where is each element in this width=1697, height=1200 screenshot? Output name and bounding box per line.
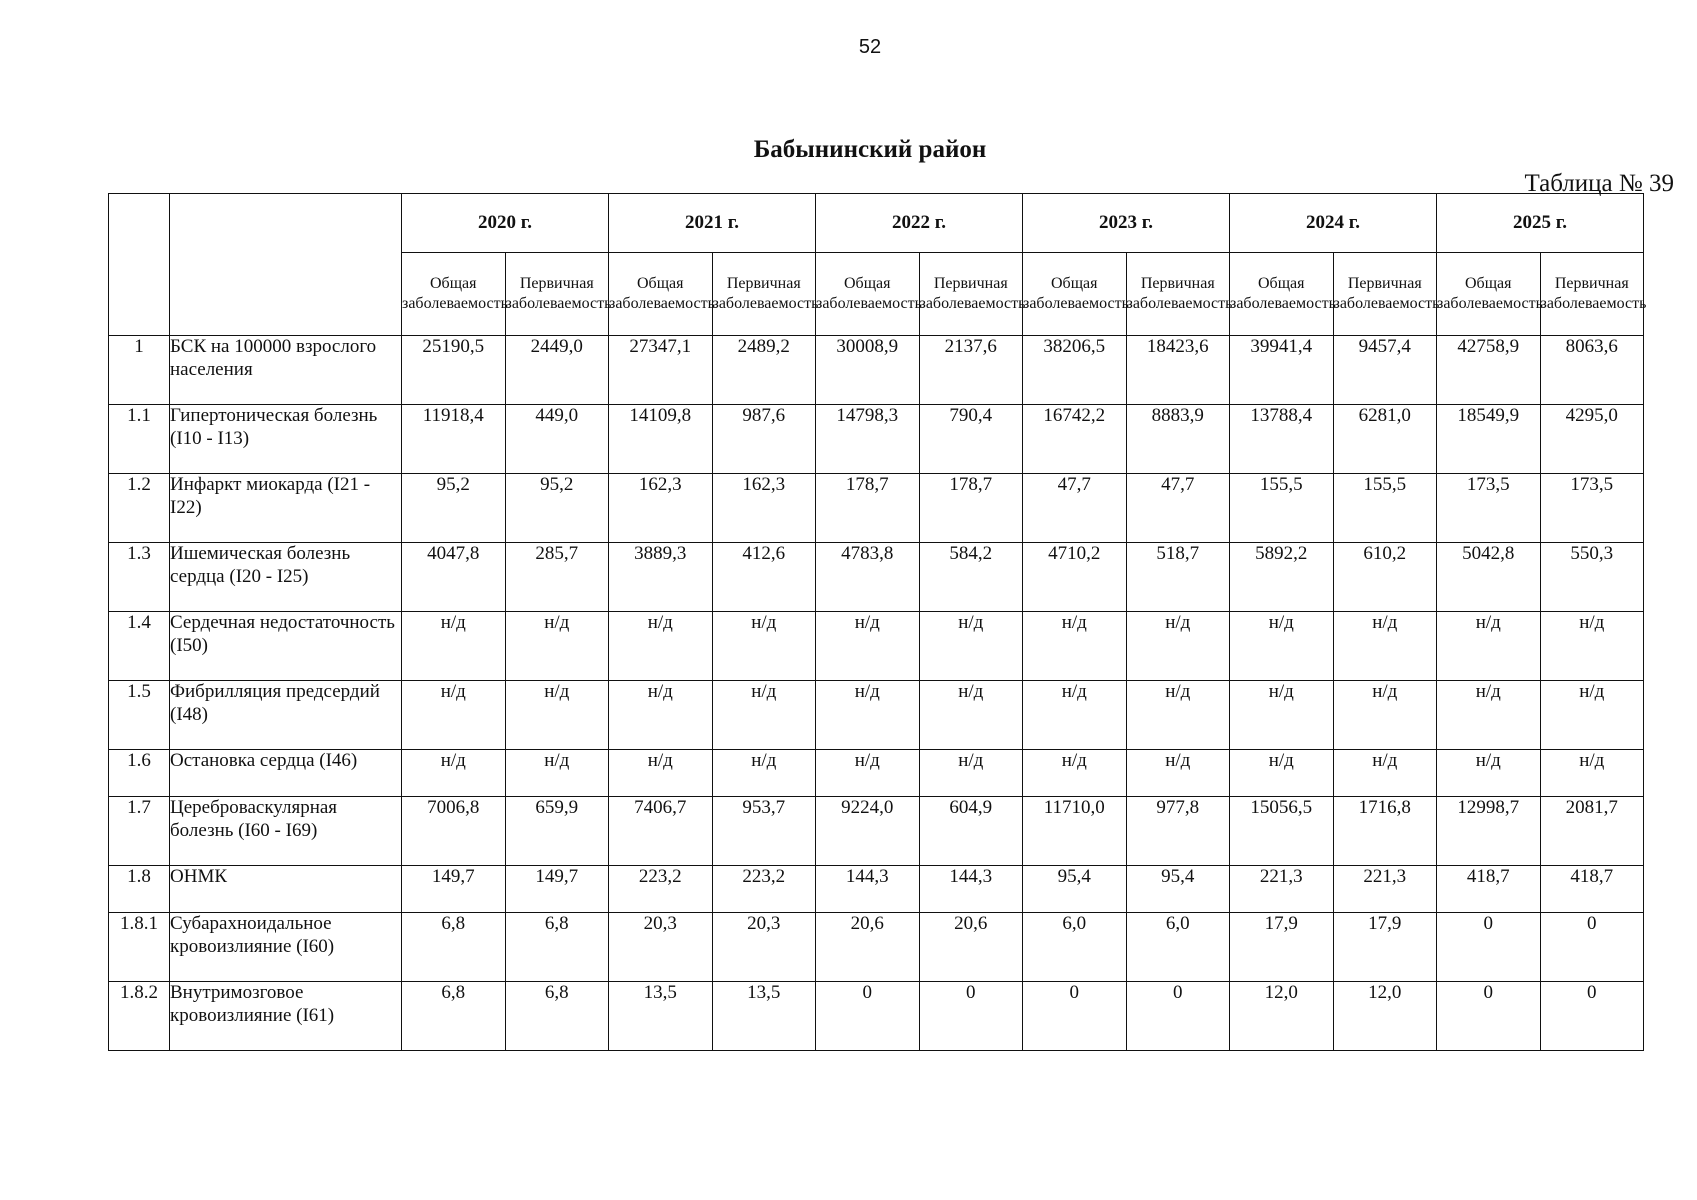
general-morbidity-value: н/д (816, 681, 920, 750)
primary-morbidity-value: 977,8 (1126, 797, 1230, 866)
year-header: 2022 г. (816, 194, 1023, 253)
primary-morbidity-value: н/д (919, 612, 1023, 681)
primary-morbidity-value: н/д (712, 750, 816, 797)
row-indicator-name: Ишемическая болезнь сердца (I20 - I25) (170, 543, 402, 612)
general-morbidity-value: 6,0 (1023, 913, 1127, 982)
row-number: 1.7 (109, 797, 170, 866)
table-row (109, 797, 1644, 866)
primary-morbidity-header: Первичная заболеваемость (505, 253, 609, 336)
row-number: 1.2 (109, 474, 170, 543)
general-morbidity-value: 149,7 (402, 866, 506, 913)
primary-morbidity-value: 221,3 (1333, 866, 1437, 913)
general-morbidity-header: Общая заболеваемость (1437, 253, 1541, 336)
general-morbidity-value: н/д (1230, 612, 1334, 681)
primary-morbidity-header: Первичная заболеваемость (1333, 253, 1437, 336)
general-morbidity-value: 13,5 (609, 982, 713, 1051)
primary-morbidity-value: 6,0 (1126, 913, 1230, 982)
general-morbidity-value: 0 (1437, 913, 1541, 982)
general-morbidity-value: н/д (816, 612, 920, 681)
primary-morbidity-value: 418,7 (1540, 866, 1644, 913)
primary-morbidity-value: 2489,2 (712, 336, 816, 405)
primary-morbidity-value: 953,7 (712, 797, 816, 866)
general-morbidity-value: 3889,3 (609, 543, 713, 612)
primary-morbidity-value: н/д (505, 681, 609, 750)
general-morbidity-value: н/д (609, 681, 713, 750)
header-name-cell (170, 194, 402, 336)
primary-morbidity-value: 2081,7 (1540, 797, 1644, 866)
table-row (109, 474, 1644, 543)
table-row (109, 543, 1644, 612)
primary-morbidity-value: 8063,6 (1540, 336, 1644, 405)
general-morbidity-value: н/д (1023, 750, 1127, 797)
row-number: 1.3 (109, 543, 170, 612)
general-morbidity-value: 18549,9 (1437, 405, 1541, 474)
general-morbidity-value: 15056,5 (1230, 797, 1334, 866)
table-row (109, 336, 1644, 405)
general-morbidity-value: 95,2 (402, 474, 506, 543)
general-morbidity-value: 6,8 (402, 913, 506, 982)
year-header: 2020 г. (402, 194, 609, 253)
general-morbidity-value: 11918,4 (402, 405, 506, 474)
general-morbidity-value: н/д (1230, 750, 1334, 797)
primary-morbidity-value: 173,5 (1540, 474, 1644, 543)
primary-morbidity-value: 223,2 (712, 866, 816, 913)
primary-morbidity-value: 790,4 (919, 405, 1023, 474)
general-morbidity-value: н/д (1230, 681, 1334, 750)
primary-morbidity-header: Первичная заболеваемость (919, 253, 1023, 336)
row-number: 1.6 (109, 750, 170, 797)
general-morbidity-value: 5892,2 (1230, 543, 1334, 612)
general-morbidity-value: н/д (609, 612, 713, 681)
general-morbidity-value: н/д (1437, 681, 1541, 750)
general-morbidity-value: 7406,7 (609, 797, 713, 866)
row-number: 1.5 (109, 681, 170, 750)
primary-morbidity-header: Первичная заболеваемость (1540, 253, 1644, 336)
row-indicator-name: Сердечная недостаточность (I50) (170, 612, 402, 681)
primary-morbidity-value: н/д (919, 681, 1023, 750)
primary-morbidity-value: 20,3 (712, 913, 816, 982)
row-indicator-name: Цереброваскулярная болезнь (I60 - I69) (170, 797, 402, 866)
general-morbidity-header: Общая заболеваемость (1230, 253, 1334, 336)
primary-morbidity-value: н/д (1126, 750, 1230, 797)
general-morbidity-value: 155,5 (1230, 474, 1334, 543)
general-morbidity-value: н/д (402, 681, 506, 750)
primary-morbidity-value: н/д (505, 750, 609, 797)
general-morbidity-value: н/д (1437, 612, 1541, 681)
general-morbidity-value: 27347,1 (609, 336, 713, 405)
general-morbidity-value: 11710,0 (1023, 797, 1127, 866)
general-morbidity-header: Общая заболеваемость (609, 253, 713, 336)
general-morbidity-value: н/д (402, 750, 506, 797)
primary-morbidity-value: 162,3 (712, 474, 816, 543)
general-morbidity-value: н/д (1023, 681, 1127, 750)
general-morbidity-header: Общая заболеваемость (402, 253, 506, 336)
primary-morbidity-value: н/д (712, 681, 816, 750)
general-morbidity-value: 12,0 (1230, 982, 1334, 1051)
general-morbidity-header: Общая заболеваемость (1023, 253, 1127, 336)
primary-morbidity-value: 4295,0 (1540, 405, 1644, 474)
row-number: 1.8.2 (109, 982, 170, 1051)
general-morbidity-value: 418,7 (1437, 866, 1541, 913)
general-morbidity-value: 4783,8 (816, 543, 920, 612)
primary-morbidity-value: 0 (919, 982, 1023, 1051)
primary-morbidity-value: 13,5 (712, 982, 816, 1051)
row-indicator-name: БСК на 100000 взрослого населения (170, 336, 402, 405)
general-morbidity-value: н/д (816, 750, 920, 797)
general-morbidity-header: Общая заболеваемость (816, 253, 920, 336)
morbidity-table (108, 193, 1647, 1051)
primary-morbidity-value: н/д (1333, 612, 1437, 681)
primary-morbidity-value: н/д (1126, 612, 1230, 681)
primary-morbidity-value: 610,2 (1333, 543, 1437, 612)
year-header: 2024 г. (1230, 194, 1437, 253)
primary-morbidity-value: 0 (1540, 913, 1644, 982)
row-indicator-name: Гипертоническая болезнь (I10 - I13) (170, 405, 402, 474)
general-morbidity-value: 178,7 (816, 474, 920, 543)
table-row (109, 405, 1644, 474)
primary-morbidity-value: 0 (1126, 982, 1230, 1051)
general-morbidity-value: 38206,5 (1023, 336, 1127, 405)
primary-morbidity-value: 9457,4 (1333, 336, 1437, 405)
general-morbidity-value: 42758,9 (1437, 336, 1541, 405)
primary-morbidity-value: 1716,8 (1333, 797, 1437, 866)
primary-morbidity-value: 178,7 (919, 474, 1023, 543)
general-morbidity-value: 47,7 (1023, 474, 1127, 543)
primary-morbidity-value: 95,4 (1126, 866, 1230, 913)
general-morbidity-value: 0 (1437, 982, 1541, 1051)
year-header: 2023 г. (1023, 194, 1230, 253)
primary-morbidity-value: 0 (1540, 982, 1644, 1051)
general-morbidity-value: 13788,4 (1230, 405, 1334, 474)
primary-morbidity-value: 584,2 (919, 543, 1023, 612)
header-num-cell (109, 194, 170, 336)
year-header: 2021 г. (609, 194, 816, 253)
primary-morbidity-header: Первичная заболеваемость (1126, 253, 1230, 336)
table-row (109, 681, 1644, 750)
primary-morbidity-value: 47,7 (1126, 474, 1230, 543)
row-number: 1.8.1 (109, 913, 170, 982)
page-number: 52 (858, 36, 882, 58)
primary-morbidity-value: 412,6 (712, 543, 816, 612)
general-morbidity-value: 0 (816, 982, 920, 1051)
general-morbidity-value: 223,2 (609, 866, 713, 913)
general-morbidity-value: 6,8 (402, 982, 506, 1051)
primary-morbidity-value: 449,0 (505, 405, 609, 474)
row-indicator-name: Фибрилляция предсердий (I48) (170, 681, 402, 750)
general-morbidity-value: 173,5 (1437, 474, 1541, 543)
general-morbidity-value: 30008,9 (816, 336, 920, 405)
primary-morbidity-value: 8883,9 (1126, 405, 1230, 474)
primary-morbidity-value: н/д (505, 612, 609, 681)
primary-morbidity-value: 604,9 (919, 797, 1023, 866)
primary-morbidity-value: 6,8 (505, 913, 609, 982)
table-row (109, 913, 1644, 982)
row-number: 1.8 (109, 866, 170, 913)
table-row (109, 866, 1644, 913)
general-morbidity-value: 0 (1023, 982, 1127, 1051)
primary-morbidity-value: н/д (919, 750, 1023, 797)
primary-morbidity-value: 95,2 (505, 474, 609, 543)
general-morbidity-value: 4047,8 (402, 543, 506, 612)
general-morbidity-value: 95,4 (1023, 866, 1127, 913)
table-label: Таблица № 39 (1524, 170, 1674, 197)
general-morbidity-value: 20,6 (816, 913, 920, 982)
general-morbidity-value: н/д (609, 750, 713, 797)
primary-morbidity-value: 6,8 (505, 982, 609, 1051)
general-morbidity-value: 144,3 (816, 866, 920, 913)
table-body (109, 336, 1644, 1051)
general-morbidity-value: 162,3 (609, 474, 713, 543)
general-morbidity-value: 9224,0 (816, 797, 920, 866)
table-row (109, 750, 1644, 797)
primary-morbidity-value: 2449,0 (505, 336, 609, 405)
primary-morbidity-value: 2137,6 (919, 336, 1023, 405)
table-row (109, 982, 1644, 1051)
table-row (109, 612, 1644, 681)
row-indicator-name: Субарахноидальное кровоизлияние (I60) (170, 913, 402, 982)
general-morbidity-value: н/д (402, 612, 506, 681)
primary-morbidity-value: 18423,6 (1126, 336, 1230, 405)
general-morbidity-value: н/д (1023, 612, 1127, 681)
primary-morbidity-value: н/д (1540, 750, 1644, 797)
primary-morbidity-value: 6281,0 (1333, 405, 1437, 474)
general-morbidity-value: 12998,7 (1437, 797, 1541, 866)
page-title: Бабынинский район (753, 136, 987, 163)
primary-morbidity-header: Первичная заболеваемость (712, 253, 816, 336)
row-number: 1 (109, 336, 170, 405)
primary-morbidity-value: 149,7 (505, 866, 609, 913)
general-morbidity-value: н/д (1437, 750, 1541, 797)
row-indicator-name: Внутримозговое кровоизлияние (I61) (170, 982, 402, 1051)
year-header-row (109, 194, 1644, 253)
general-morbidity-value: 4710,2 (1023, 543, 1127, 612)
primary-morbidity-value: 987,6 (712, 405, 816, 474)
general-morbidity-value: 14798,3 (816, 405, 920, 474)
row-number: 1.4 (109, 612, 170, 681)
year-header: 2025 г. (1437, 194, 1644, 253)
primary-morbidity-value: 17,9 (1333, 913, 1437, 982)
primary-morbidity-value: 518,7 (1126, 543, 1230, 612)
general-morbidity-value: 25190,5 (402, 336, 506, 405)
primary-morbidity-value: н/д (1333, 681, 1437, 750)
general-morbidity-value: 17,9 (1230, 913, 1334, 982)
general-morbidity-value: 7006,8 (402, 797, 506, 866)
primary-morbidity-value: 550,3 (1540, 543, 1644, 612)
primary-morbidity-value: 155,5 (1333, 474, 1437, 543)
primary-morbidity-value: н/д (1540, 612, 1644, 681)
primary-morbidity-value: 144,3 (919, 866, 1023, 913)
primary-morbidity-value: н/д (712, 612, 816, 681)
primary-morbidity-value: 20,6 (919, 913, 1023, 982)
row-number: 1.1 (109, 405, 170, 474)
primary-morbidity-value: н/д (1126, 681, 1230, 750)
primary-morbidity-value: 12,0 (1333, 982, 1437, 1051)
primary-morbidity-value: н/д (1540, 681, 1644, 750)
general-morbidity-value: 5042,8 (1437, 543, 1541, 612)
row-indicator-name: Инфаркт миокарда (I21 - I22) (170, 474, 402, 543)
row-indicator-name: Остановка сердца (I46) (170, 750, 402, 797)
primary-morbidity-value: н/д (1333, 750, 1437, 797)
row-indicator-name: ОНМК (170, 866, 402, 913)
general-morbidity-value: 221,3 (1230, 866, 1334, 913)
primary-morbidity-value: 285,7 (505, 543, 609, 612)
general-morbidity-value: 16742,2 (1023, 405, 1127, 474)
general-morbidity-value: 39941,4 (1230, 336, 1334, 405)
general-morbidity-value: 14109,8 (609, 405, 713, 474)
primary-morbidity-value: 659,9 (505, 797, 609, 866)
general-morbidity-value: 20,3 (609, 913, 713, 982)
